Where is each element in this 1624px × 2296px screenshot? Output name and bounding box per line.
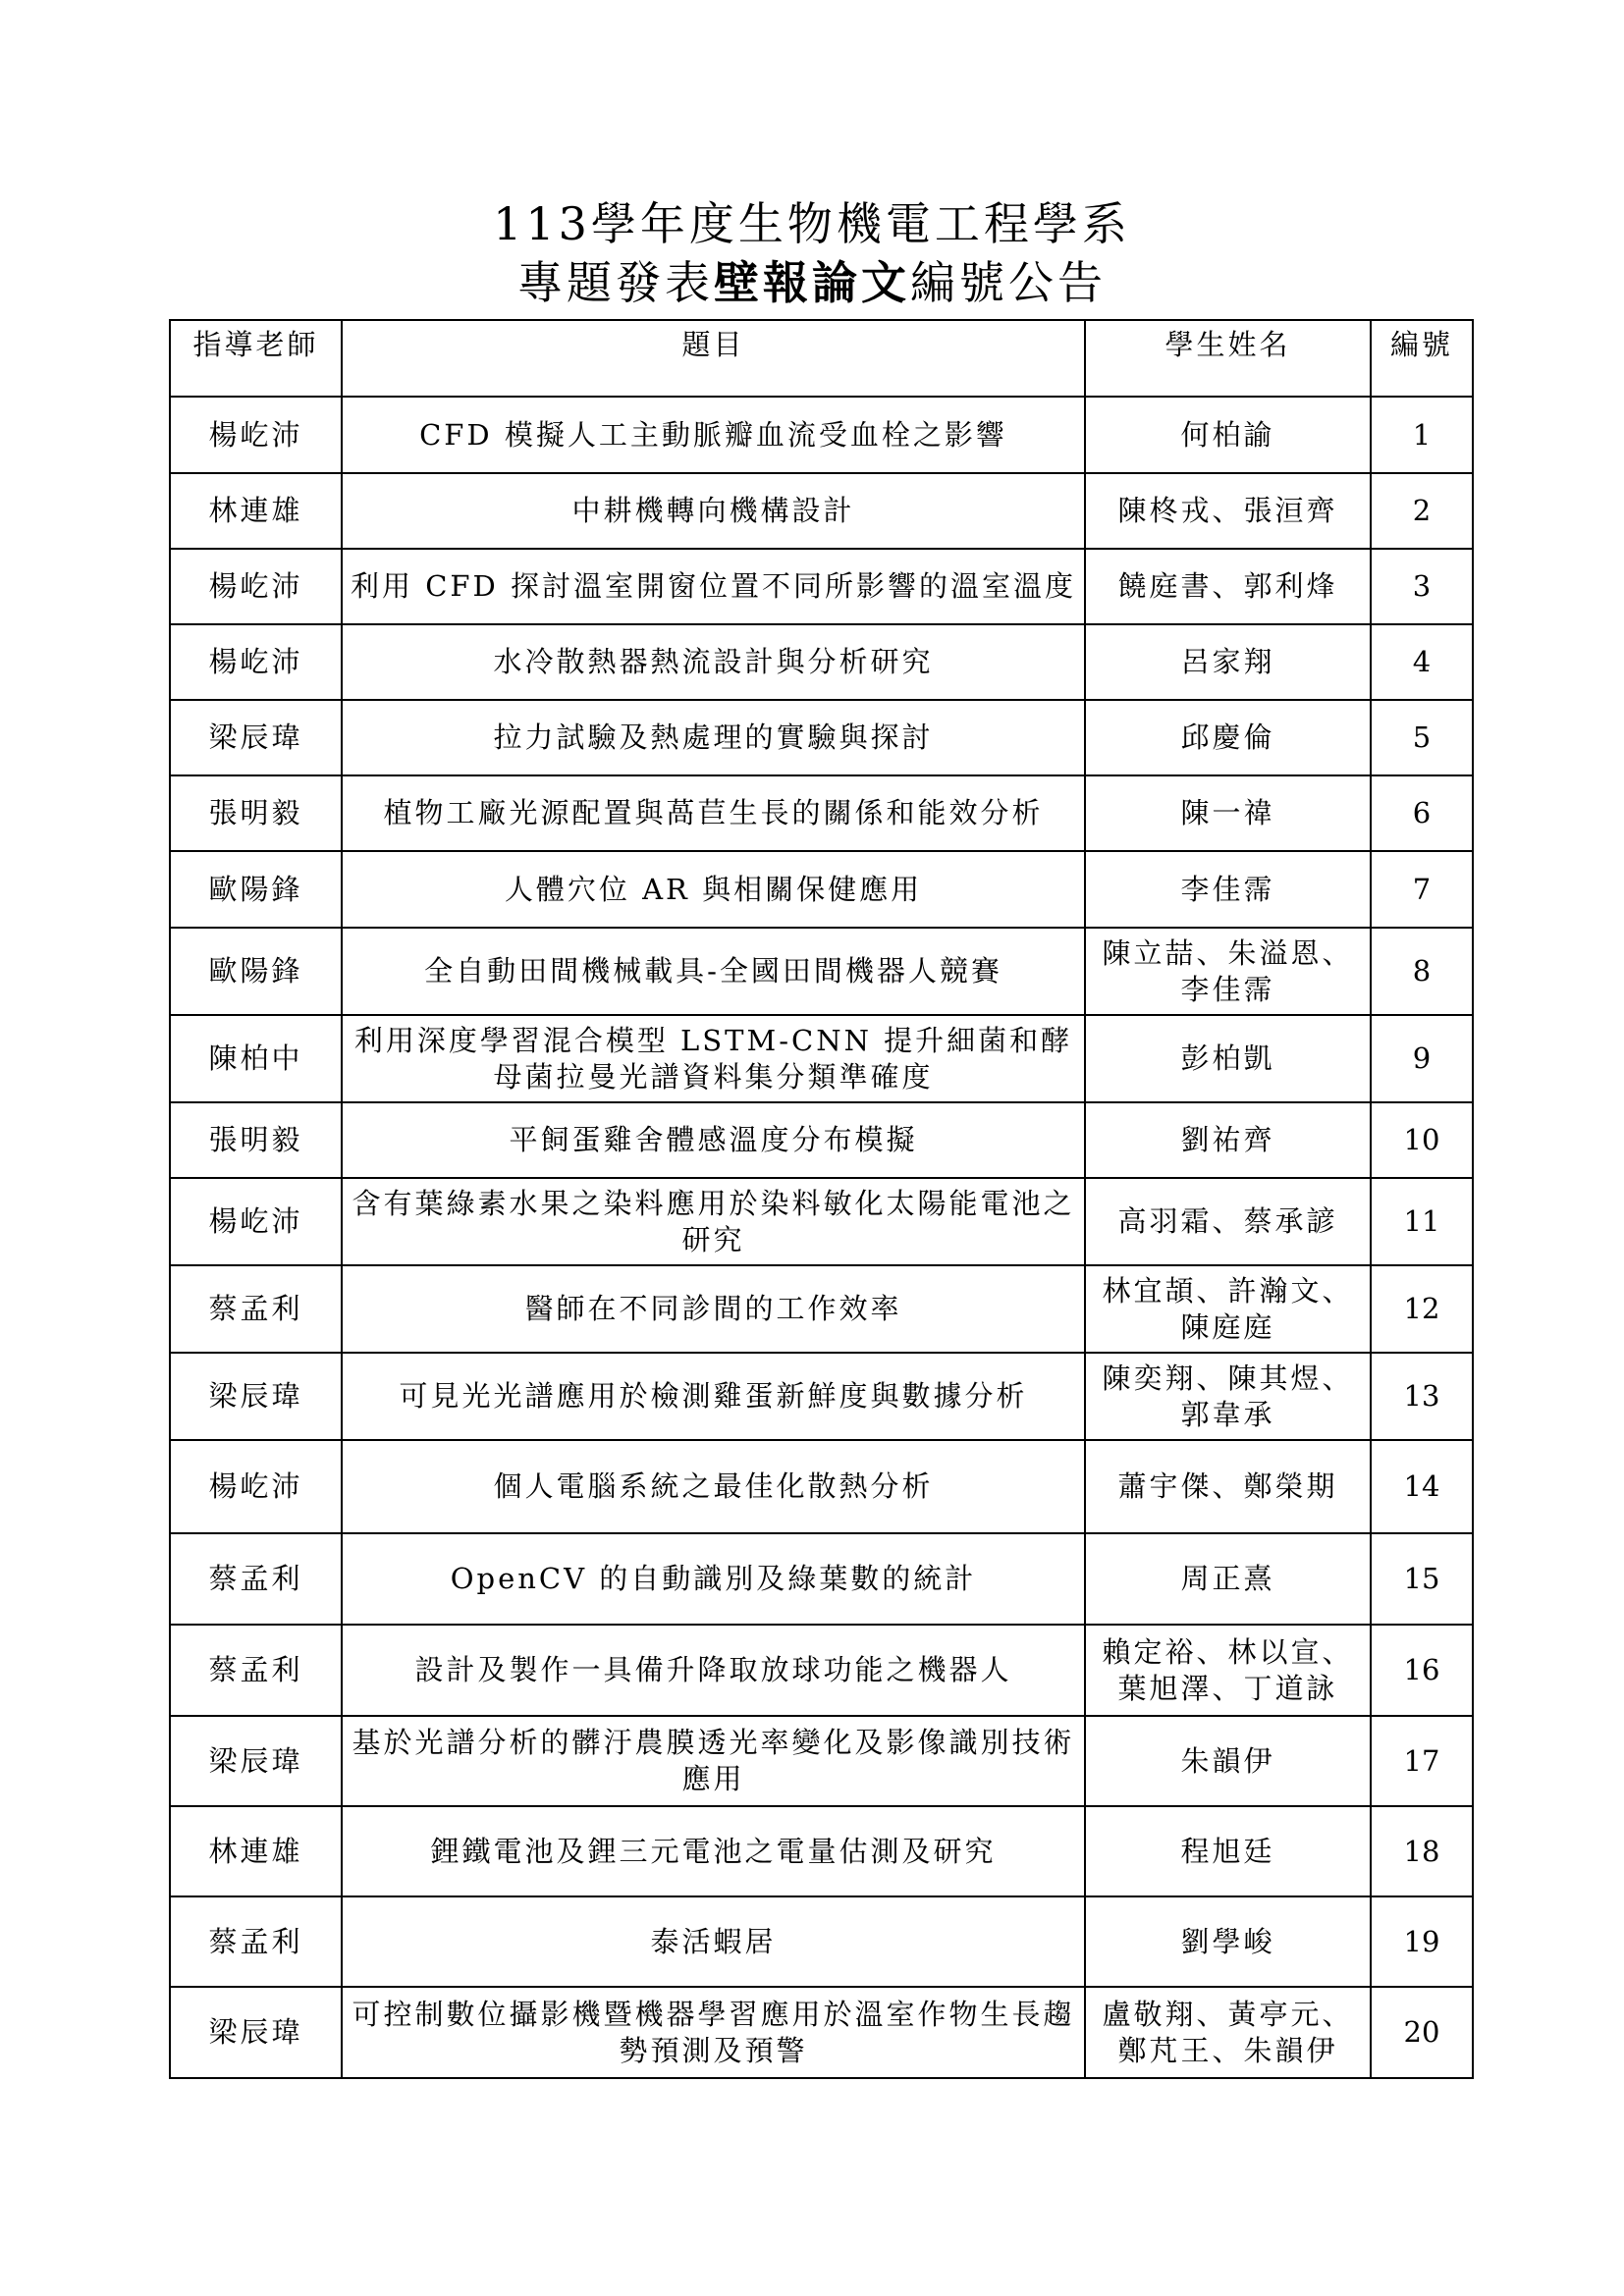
students-cell: 呂家翔 xyxy=(1085,624,1371,700)
table-row xyxy=(170,1625,1473,1716)
table-row xyxy=(170,1716,1473,1806)
header-students: 學生姓名 xyxy=(1085,320,1371,397)
advisor-cell: 歐陽鋒 xyxy=(170,851,342,928)
students-cell: 高羽霜、蔡承諺 xyxy=(1085,1178,1371,1265)
table-row xyxy=(170,851,1473,928)
document-title xyxy=(0,194,1624,312)
students-cell: 賴定裕、林以宣、葉旭澤、丁道詠 xyxy=(1085,1625,1371,1716)
students-cell: 劉學峻 xyxy=(1085,1896,1371,1987)
table-row xyxy=(170,1987,1473,2078)
topic-cell: 可控制數位攝影機暨機器學習應用於溫室作物生長趨勢預測及預警 xyxy=(342,1987,1085,2078)
topic-cell: 泰活蝦居 xyxy=(342,1896,1085,1987)
topic-cell: 基於光譜分析的髒汙農膜透光率變化及影像識別技術應用 xyxy=(342,1716,1085,1806)
number-cell: 10 xyxy=(1371,1102,1473,1178)
students-cell: 邱慶倫 xyxy=(1085,700,1371,775)
students-cell: 盧敬翔、黃亭元、鄭芃王、朱韻伊 xyxy=(1085,1987,1371,2078)
students-cell: 蕭宇傑、鄭榮期 xyxy=(1085,1440,1371,1533)
table-row xyxy=(170,473,1473,549)
number-cell: 14 xyxy=(1371,1440,1473,1533)
advisor-cell: 蔡孟利 xyxy=(170,1896,342,1987)
students-cell: 程旭廷 xyxy=(1085,1806,1371,1896)
number-cell: 6 xyxy=(1371,775,1473,851)
header-number: 編號 xyxy=(1371,320,1473,397)
topic-cell: 鋰鐵電池及鋰三元電池之電量估測及研究 xyxy=(342,1806,1085,1896)
students-cell: 林宜頡、許瀚文、陳庭庭 xyxy=(1085,1265,1371,1353)
advisor-cell: 楊屹沛 xyxy=(170,624,342,700)
number-cell: 16 xyxy=(1371,1625,1473,1716)
table-row xyxy=(170,549,1473,624)
table-row xyxy=(170,397,1473,473)
table-header-row xyxy=(170,320,1473,397)
topic-cell: 平飼蛋雞舍體感溫度分布模擬 xyxy=(342,1102,1085,1178)
number-cell: 7 xyxy=(1371,851,1473,928)
advisor-cell: 楊屹沛 xyxy=(170,1440,342,1533)
advisor-cell: 楊屹沛 xyxy=(170,1178,342,1265)
table-row xyxy=(170,1102,1473,1178)
students-cell: 陳奕翔、陳其煜、郭韋承 xyxy=(1085,1353,1371,1440)
number-cell: 3 xyxy=(1371,549,1473,624)
students-cell: 周正熹 xyxy=(1085,1533,1371,1625)
students-cell: 陳立喆、朱溢恩、李佳霈 xyxy=(1085,928,1371,1015)
number-cell: 15 xyxy=(1371,1533,1473,1625)
topic-cell: 人體穴位 AR 與相關保健應用 xyxy=(342,851,1085,928)
topic-cell: 醫師在不同診間的工作效率 xyxy=(342,1265,1085,1353)
table-row xyxy=(170,1015,1473,1102)
students-cell: 陳一禕 xyxy=(1085,775,1371,851)
students-cell: 李佳霈 xyxy=(1085,851,1371,928)
number-cell: 8 xyxy=(1371,928,1473,1015)
topic-cell: 利用深度學習混合模型 LSTM-CNN 提升細菌和酵母菌拉曼光譜資料集分類準確度 xyxy=(342,1015,1085,1102)
title-line-1: 113學年度生物機電工程學系 xyxy=(493,197,1131,250)
topic-cell: 植物工廠光源配置與萵苣生長的關係和能效分析 xyxy=(342,775,1085,851)
topic-cell: 設計及製作一具備升降取放球功能之機器人 xyxy=(342,1625,1085,1716)
title-line-2-prefix: 專題發表 xyxy=(517,256,714,309)
title-line-2 xyxy=(0,253,1624,312)
title-line-2-bold: 壁報論文 xyxy=(714,256,910,309)
advisor-cell: 林連雄 xyxy=(170,473,342,549)
number-cell: 13 xyxy=(1371,1353,1473,1440)
topic-cell: 含有葉綠素水果之染料應用於染料敏化太陽能電池之研究 xyxy=(342,1178,1085,1265)
table-row xyxy=(170,1440,1473,1533)
topic-cell: 全自動田間機械載具-全國田間機器人競賽 xyxy=(342,928,1085,1015)
table-row xyxy=(170,624,1473,700)
table-row xyxy=(170,1533,1473,1625)
advisor-cell: 歐陽鋒 xyxy=(170,928,342,1015)
advisor-cell: 張明毅 xyxy=(170,775,342,851)
number-cell: 2 xyxy=(1371,473,1473,549)
table-row xyxy=(170,928,1473,1015)
topic-cell: 中耕機轉向機構設計 xyxy=(342,473,1085,549)
number-cell: 11 xyxy=(1371,1178,1473,1265)
advisor-cell: 林連雄 xyxy=(170,1806,342,1896)
number-cell: 19 xyxy=(1371,1896,1473,1987)
table-row xyxy=(170,1896,1473,1987)
number-cell: 9 xyxy=(1371,1015,1473,1102)
students-cell: 劉祐齊 xyxy=(1085,1102,1371,1178)
advisor-cell: 蔡孟利 xyxy=(170,1265,342,1353)
topic-cell: 個人電腦系統之最佳化散熱分析 xyxy=(342,1440,1085,1533)
number-cell: 5 xyxy=(1371,700,1473,775)
advisor-cell: 張明毅 xyxy=(170,1102,342,1178)
advisor-cell: 梁辰瑋 xyxy=(170,1716,342,1806)
advisor-cell: 陳柏中 xyxy=(170,1015,342,1102)
header-advisor: 指導老師 xyxy=(170,320,342,397)
topic-cell: 拉力試驗及熱處理的實驗與探討 xyxy=(342,700,1085,775)
students-cell: 彭柏凱 xyxy=(1085,1015,1371,1102)
advisor-cell: 梁辰瑋 xyxy=(170,700,342,775)
advisor-cell: 梁辰瑋 xyxy=(170,1353,342,1440)
topic-cell: 利用 CFD 探討溫室開窗位置不同所影響的溫室溫度 xyxy=(342,549,1085,624)
number-cell: 18 xyxy=(1371,1806,1473,1896)
advisor-cell: 梁辰瑋 xyxy=(170,1987,342,2078)
table-row xyxy=(170,1265,1473,1353)
table-row xyxy=(170,1806,1473,1896)
title-line-2-suffix: 編號公告 xyxy=(910,256,1107,309)
table-row xyxy=(170,1178,1473,1265)
poster-number-table xyxy=(169,319,1474,2079)
advisor-cell: 蔡孟利 xyxy=(170,1533,342,1625)
topic-cell: 可見光光譜應用於檢測雞蛋新鮮度與數據分析 xyxy=(342,1353,1085,1440)
students-cell: 饒庭書、郭利烽 xyxy=(1085,549,1371,624)
topic-cell: OpenCV 的自動識別及綠葉數的統計 xyxy=(342,1533,1085,1625)
advisor-cell: 蔡孟利 xyxy=(170,1625,342,1716)
students-cell: 何柏諭 xyxy=(1085,397,1371,473)
number-cell: 12 xyxy=(1371,1265,1473,1353)
number-cell: 17 xyxy=(1371,1716,1473,1806)
table-row xyxy=(170,1353,1473,1440)
students-cell: 朱韻伊 xyxy=(1085,1716,1371,1806)
advisor-cell: 楊屹沛 xyxy=(170,397,342,473)
topic-cell: 水冷散熱器熱流設計與分析研究 xyxy=(342,624,1085,700)
number-cell: 4 xyxy=(1371,624,1473,700)
table-row xyxy=(170,700,1473,775)
number-cell: 20 xyxy=(1371,1987,1473,2078)
header-topic: 題目 xyxy=(342,320,1085,397)
number-cell: 1 xyxy=(1371,397,1473,473)
topic-cell: CFD 模擬人工主動脈瓣血流受血栓之影響 xyxy=(342,397,1085,473)
table-row xyxy=(170,775,1473,851)
advisor-cell: 楊屹沛 xyxy=(170,549,342,624)
students-cell: 陳柊戎、張洹齊 xyxy=(1085,473,1371,549)
